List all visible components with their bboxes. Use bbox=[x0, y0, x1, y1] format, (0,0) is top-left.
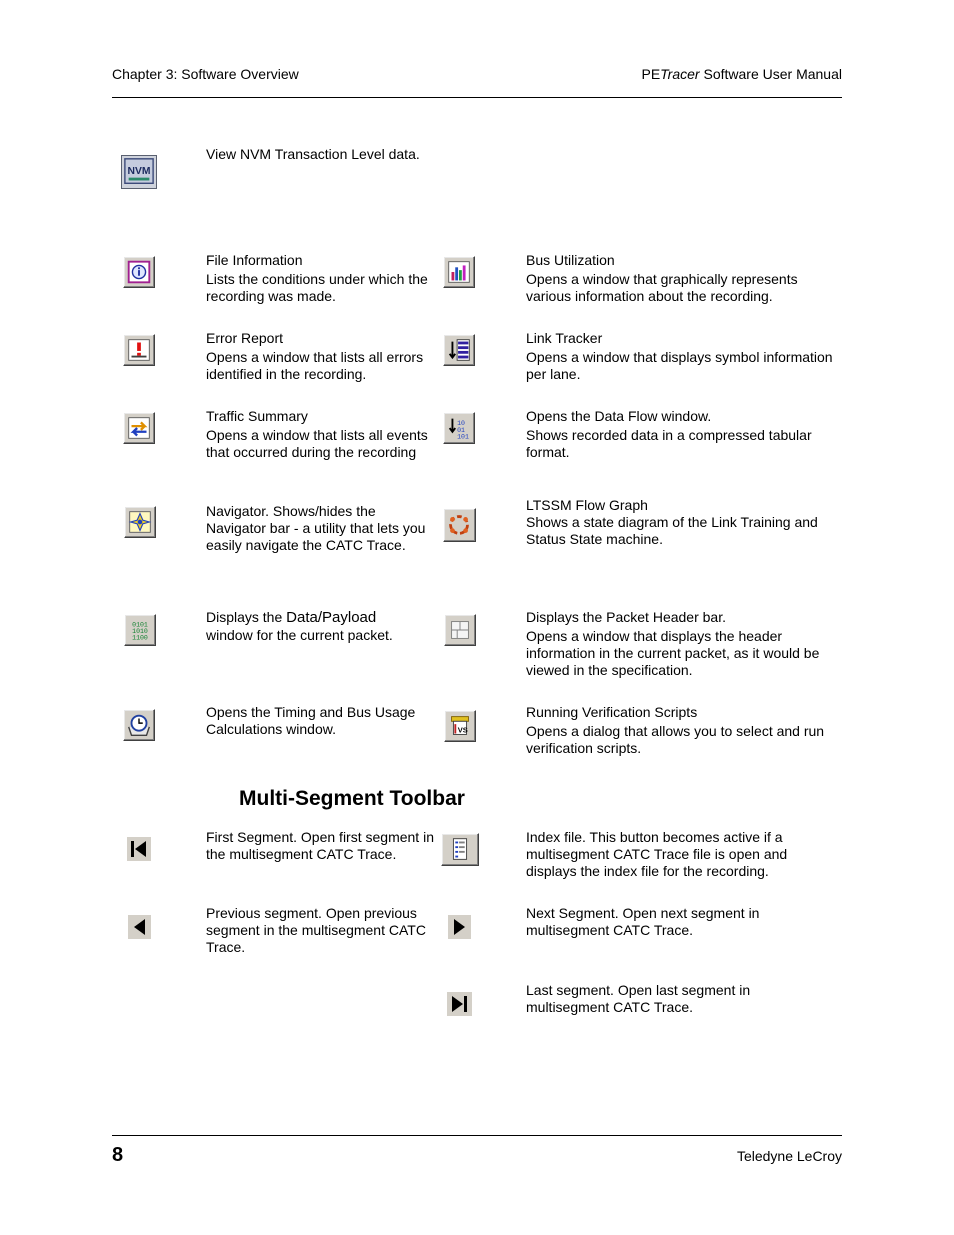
index-file-text bbox=[526, 829, 836, 880]
manual-prefix: PE bbox=[641, 66, 661, 82]
link-tracker-body: Opens a window that displays symbol information per lane. bbox=[526, 349, 833, 382]
error-report-text bbox=[206, 330, 434, 383]
last-segment-body: Last segment. Open last segment in multisegment CATC Trace. bbox=[526, 982, 751, 1015]
bus-util-body: Opens a window that graphically represents various information about the recording. bbox=[526, 271, 798, 304]
script-vs-icon[interactable] bbox=[444, 710, 476, 742]
manual-italic: Tracer bbox=[660, 66, 700, 82]
ltssm-icon[interactable] bbox=[443, 508, 476, 542]
bus-util-text bbox=[526, 252, 836, 305]
manual-title bbox=[641, 66, 842, 82]
svg-text:1010: 1010 bbox=[132, 627, 148, 635]
last-segment-text bbox=[526, 982, 836, 1016]
data-payload-label: Data/Payload bbox=[286, 609, 377, 626]
bus-util-title: Bus Utilization bbox=[526, 252, 615, 268]
previous-segment-text bbox=[206, 905, 434, 956]
first-segment-body: First Segment. Open first segment in the multisegment CATC Trace. bbox=[206, 829, 434, 862]
timing-clock-icon[interactable] bbox=[123, 709, 155, 741]
packet-header-icon[interactable] bbox=[444, 614, 476, 646]
next-segment-text bbox=[526, 905, 836, 939]
data-payload-post: window for the current packet. bbox=[206, 627, 393, 643]
footer-rule bbox=[112, 1135, 842, 1136]
svg-text:NVM: NVM bbox=[127, 165, 151, 177]
packet-header-text bbox=[526, 609, 836, 679]
traffic-summary-icon[interactable] bbox=[123, 412, 155, 444]
index-file-icon[interactable] bbox=[441, 833, 479, 866]
next-segment-icon[interactable] bbox=[448, 915, 471, 939]
last-segment-icon[interactable] bbox=[447, 992, 472, 1016]
error-report-body: Opens a window that lists all errors identified in the recording. bbox=[206, 349, 424, 382]
ltssm-title: LTSSM Flow Graph bbox=[526, 497, 648, 513]
scripts-title: Running Verification Scripts bbox=[526, 704, 698, 720]
first-segment-text bbox=[206, 829, 434, 863]
link-tracker-text bbox=[526, 330, 836, 383]
manual-suffix: Software User Manual bbox=[699, 66, 842, 82]
bar-chart-icon[interactable] bbox=[443, 256, 475, 288]
data-flow-text bbox=[526, 408, 836, 461]
error-report-title: Error Report bbox=[206, 330, 284, 346]
data-payload-pre: Displays the bbox=[206, 609, 287, 625]
header-rule bbox=[112, 97, 842, 98]
link-tracker-title: Link Tracker bbox=[526, 330, 603, 346]
timing-body: Opens the Timing and Bus Usage Calculations window. bbox=[206, 704, 416, 737]
packet-header-title: Displays the Packet Header bar. bbox=[526, 609, 726, 625]
previous-segment-icon[interactable] bbox=[128, 915, 151, 939]
index-file-body: Index file. This button becomes active if a multisegment CATC Trace file is open and displays the index file for the recording. bbox=[526, 829, 788, 879]
timing-text bbox=[206, 704, 434, 738]
chapter-title: Chapter 3: Software Overview bbox=[112, 66, 299, 82]
ltssm-body: Shows a state diagram of the Link Training and Status State machine. bbox=[526, 514, 818, 547]
svg-text:0101: 0101 bbox=[132, 621, 148, 629]
first-segment-icon[interactable] bbox=[127, 837, 151, 861]
link-tracker-icon[interactable] bbox=[443, 334, 475, 366]
ltssm-text bbox=[526, 497, 836, 548]
file-info-icon[interactable] bbox=[123, 256, 155, 288]
navigator-body: Navigator. Shows/hides the Navigator bar - a utility that lets you easily navigate the CATC Trace. bbox=[206, 503, 426, 553]
file-info-title: File Information bbox=[206, 252, 303, 268]
navigator-text bbox=[206, 503, 434, 554]
svg-text:1100: 1100 bbox=[132, 634, 148, 642]
scripts-text bbox=[526, 704, 836, 757]
nvm-icon[interactable] bbox=[121, 155, 157, 189]
svg-text:VS: VS bbox=[457, 725, 468, 735]
section-title: Multi-Segment Toolbar bbox=[239, 787, 465, 810]
scripts-body: Opens a dialog that allows you to select and run verification scripts. bbox=[526, 723, 825, 756]
error-report-icon[interactable] bbox=[123, 334, 155, 366]
data-flow-body: Shows recorded data in a compressed tabular format. bbox=[526, 427, 812, 460]
traffic-summary-body: Opens a window that lists all events that occurred during the recording bbox=[206, 427, 428, 460]
data-flow-icon[interactable] bbox=[443, 412, 475, 444]
previous-segment-body: Previous segment. Open previous segment in the multisegment CATC Trace. bbox=[206, 905, 426, 955]
nvm-description: View NVM Transaction Level data. bbox=[206, 146, 420, 162]
file-info-text bbox=[206, 252, 434, 305]
file-info-body: Lists the conditions under which the recording was made. bbox=[206, 271, 428, 304]
svg-text:01: 01 bbox=[457, 426, 465, 434]
page-number: 8 bbox=[112, 1144, 124, 1166]
next-segment-body: Next Segment. Open next segment in multisegment CATC Trace. bbox=[526, 905, 760, 938]
binary-data-icon[interactable] bbox=[124, 614, 156, 646]
svg-text:10: 10 bbox=[457, 420, 465, 428]
data-payload-text bbox=[206, 609, 436, 644]
company-name: Teledyne LeCroy bbox=[736, 1148, 842, 1164]
traffic-summary-text bbox=[206, 408, 434, 461]
data-flow-title: Opens the Data Flow window. bbox=[526, 408, 712, 424]
traffic-summary-title: Traffic Summary bbox=[206, 408, 308, 424]
navigator-icon[interactable] bbox=[124, 506, 156, 538]
svg-text:101: 101 bbox=[457, 433, 469, 441]
packet-header-body: Opens a window that displays the header information in the current packet, as it would be viewed in the specification. bbox=[526, 628, 820, 678]
